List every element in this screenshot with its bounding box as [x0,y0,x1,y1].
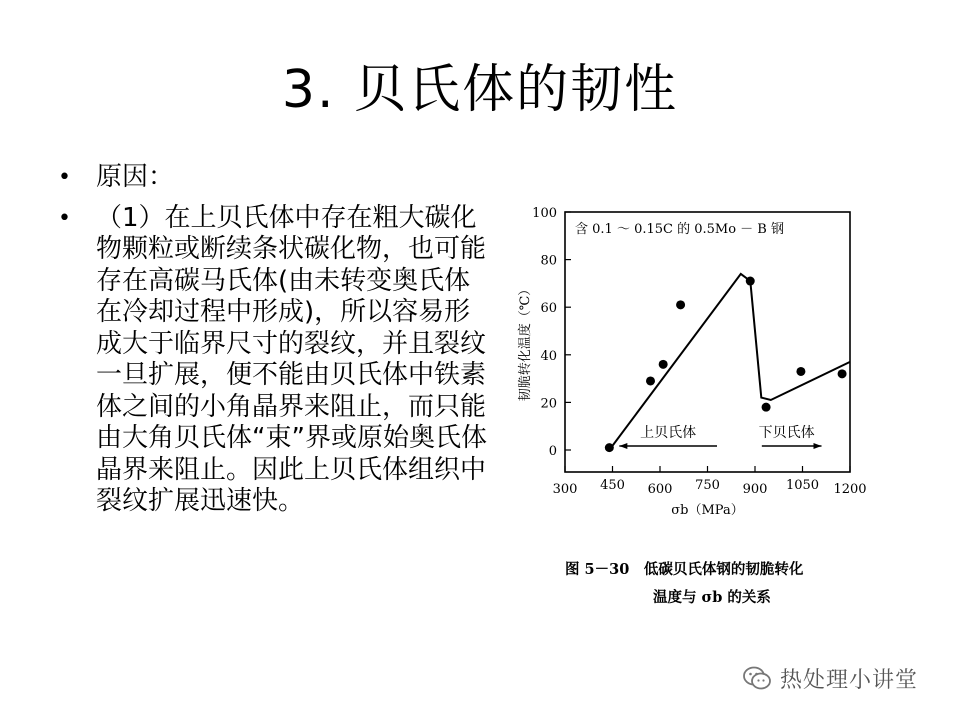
region-arrowhead [814,443,822,449]
data-point [605,443,614,452]
data-point [746,277,755,286]
x-tick-label: 1200 [833,482,867,497]
bullet-item [58,162,488,194]
x-tick-label: 600 [647,482,673,497]
y-tick-label: 100 [532,206,557,221]
slide-title: 3. 贝氏体的韧性 [281,60,679,120]
x-tick-label: 1050 [785,478,820,493]
data-point [762,403,771,412]
wechat-icon [742,665,772,691]
x-tick-label: 750 [695,478,720,493]
bullet-list [58,162,488,518]
watermark [742,660,918,696]
x-tick-label: 450 [600,478,625,493]
data-point [659,360,668,369]
bullet-text: 原因： [96,162,175,192]
x-tick-label: 300 [552,482,578,497]
bullet-marker: • [58,205,71,231]
region-label: 下贝氏体 [758,425,815,441]
watermark-text: 热处理小讲堂 [780,667,919,693]
chart-title: 含 0.1 ～ 0.15C 的 0.5Mo － B 钢 [575,222,784,237]
y-tick-label: 40 [540,348,557,364]
y-tick-label: 80 [540,253,557,269]
x-tick-label: 900 [742,482,768,497]
region-arrowhead [619,443,627,449]
bullet-text: （1）在上贝氏体中存在粗大碳化物颗粒或断续条状碳化物，也可能存在高碳马氏体(由未转变奥氏体在冷却过程中形成)，所以容易形成大于临界尺寸的裂纹，并且裂纹一旦扩展，便不能由贝氏体中铁素体之间的小角晶界来阻止，而只能由大角贝氏体“束”界或原始奥氏体晶界来阻止。因此上贝氏体组织中裂纹扩展迅速快。 [96,202,487,516]
x-axis-label: σb（MPa） [671,503,744,518]
transition-temperature-chart [510,200,890,540]
y-tick-label: 60 [540,301,557,317]
data-point [796,367,805,376]
y-axis-label: 韧脆转化温度（℃） [518,282,533,402]
bullet-marker: • [58,165,71,190]
caption-line-2: 温度与 σb 的关系 [653,589,771,606]
data-point [676,300,685,309]
data-point [838,369,847,378]
figure-caption [565,556,865,612]
data-point [646,376,655,385]
fit-line [609,274,850,450]
region-label: 上贝氏体 [640,425,697,441]
y-tick-label: 0 [548,444,557,459]
y-tick-label: 20 [540,396,557,412]
caption-line-1: 图 5－30 低碳贝氏体钢的韧脆转化 [565,561,804,578]
bullet-item [58,203,488,518]
